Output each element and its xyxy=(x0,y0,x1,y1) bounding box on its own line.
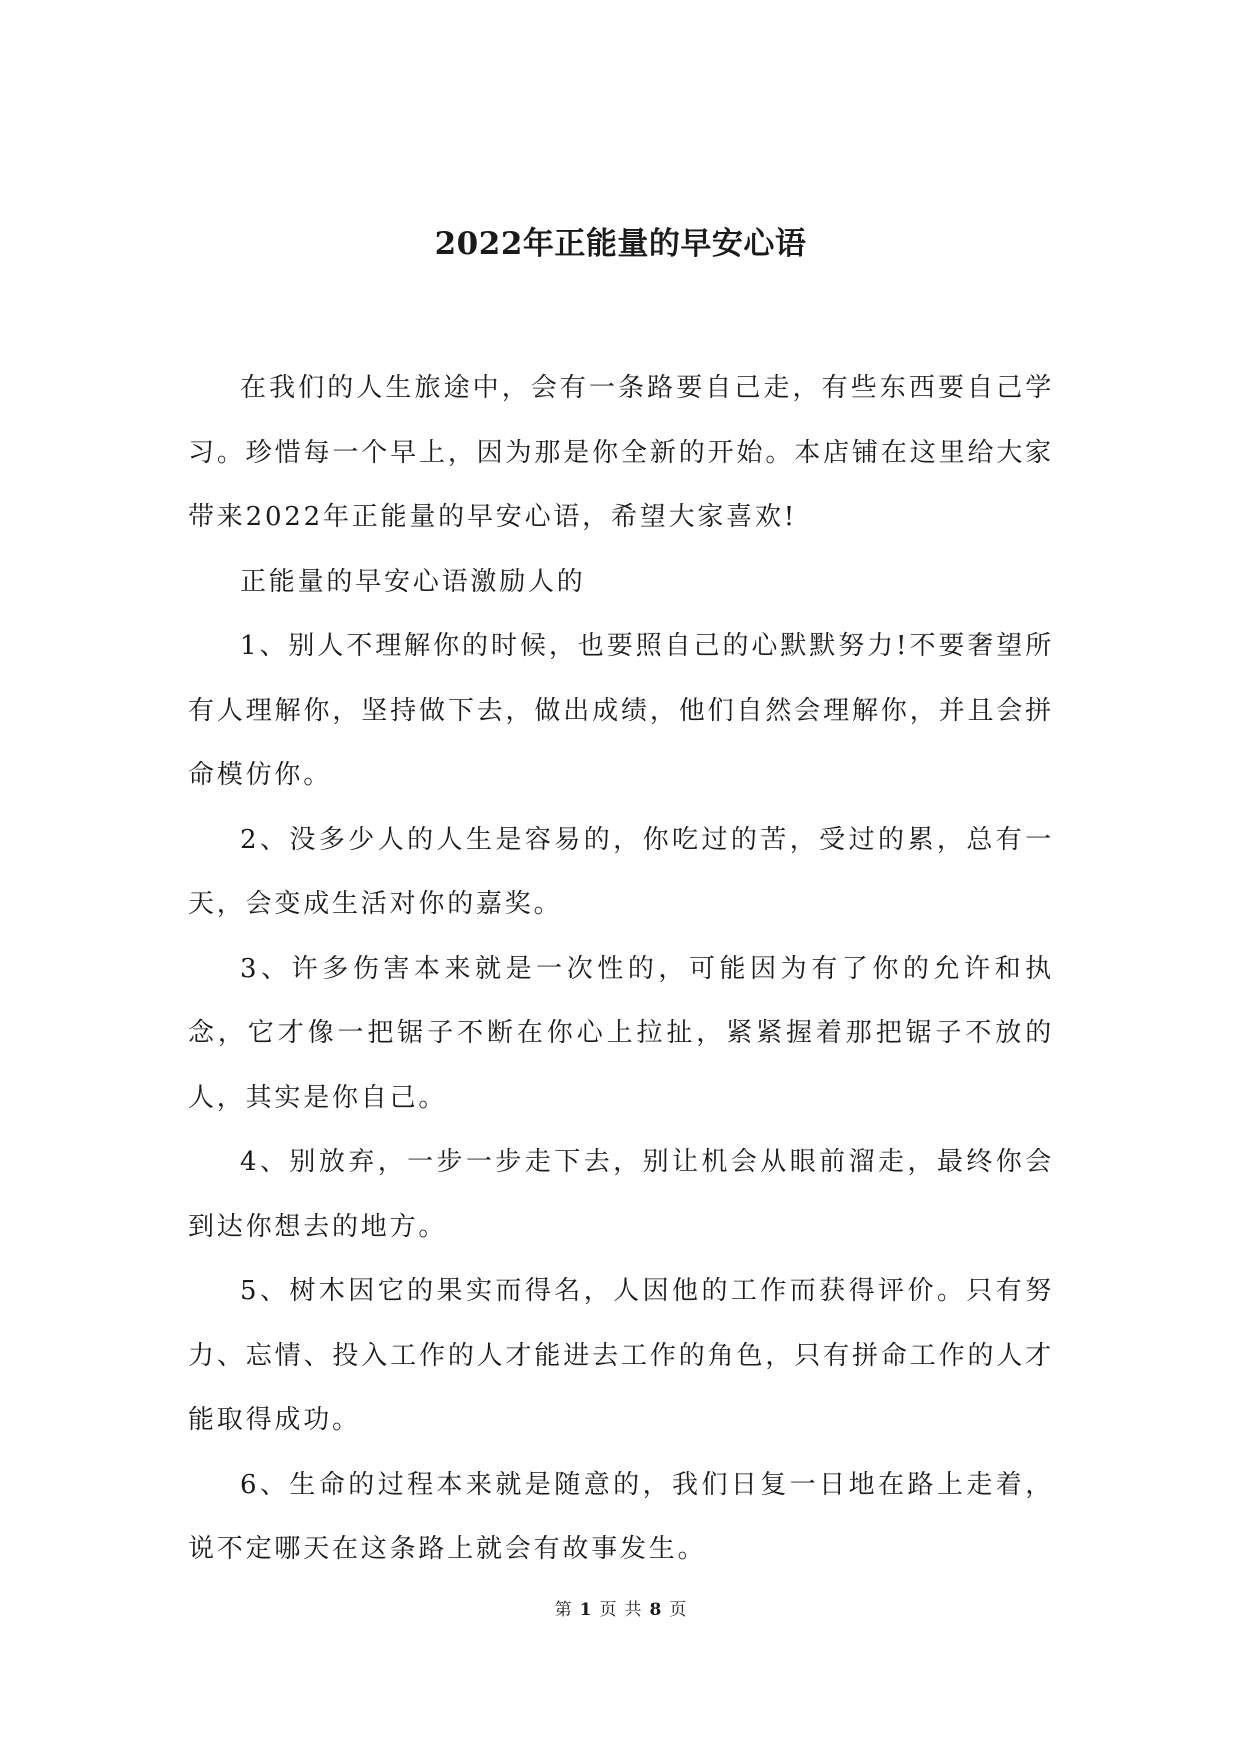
page-footer xyxy=(0,1598,1241,1622)
intro-paragraph: 在我们的人生旅途中，会有一条路要自己走，有些东西要自己学习。珍惜每一个早上，因为那是你全新的开始。本店铺在这里给大家带来2022年正能量的早安心语，希望大家喜欢! xyxy=(188,373,1054,532)
footer-page-word: 页 xyxy=(599,1600,617,1620)
footer-prefix: 第 xyxy=(554,1600,572,1620)
footer-suffix: 页 xyxy=(669,1600,687,1620)
list-item: 6、生命的过程本来就是随意的，我们日复一日地在路上走着，说不定哪天在这条路上就会有故事发生。 xyxy=(188,1469,1054,1564)
current-page-number: 1 xyxy=(579,1600,592,1620)
document-title: 2022年正能量的早安心语 xyxy=(434,226,807,262)
list-item: 5、树木因它的果实而得名，人因他的工作而获得评价。只有努力、忘情、投入工作的人才能进去工作的角色，只有拼命工作的人才能取得成功。 xyxy=(188,1276,1054,1435)
section-heading: 正能量的早安心语激励人的 xyxy=(240,566,586,597)
list-item: 2、没多少人的人生是容易的，你吃过的苦，受过的累，总有一天，会变成生活对你的嘉奖。 xyxy=(188,824,1054,919)
total-page-number: 8 xyxy=(649,1600,662,1620)
list-item: 4、别放弃，一步一步走下去，别让机会从眼前溜走，最终你会到达你想去的地方。 xyxy=(188,1147,1054,1242)
footer-total-prefix: 共 xyxy=(624,1600,642,1620)
list-item: 3、许多伤害本来就是一次性的，可能因为有了你的允许和执念，它才像一把锯子不断在你心上拉扯，紧紧握着那把锯子不放的人，其实是你自己。 xyxy=(188,953,1054,1113)
document-body xyxy=(188,356,1054,1582)
list-item: 1、别人不理解你的时候，也要照自己的心默默努力!不要奢望所有人理解你，坚持做下去，做出成绩，他们自然会理解你，并且会拼命模仿你。 xyxy=(188,631,1054,790)
